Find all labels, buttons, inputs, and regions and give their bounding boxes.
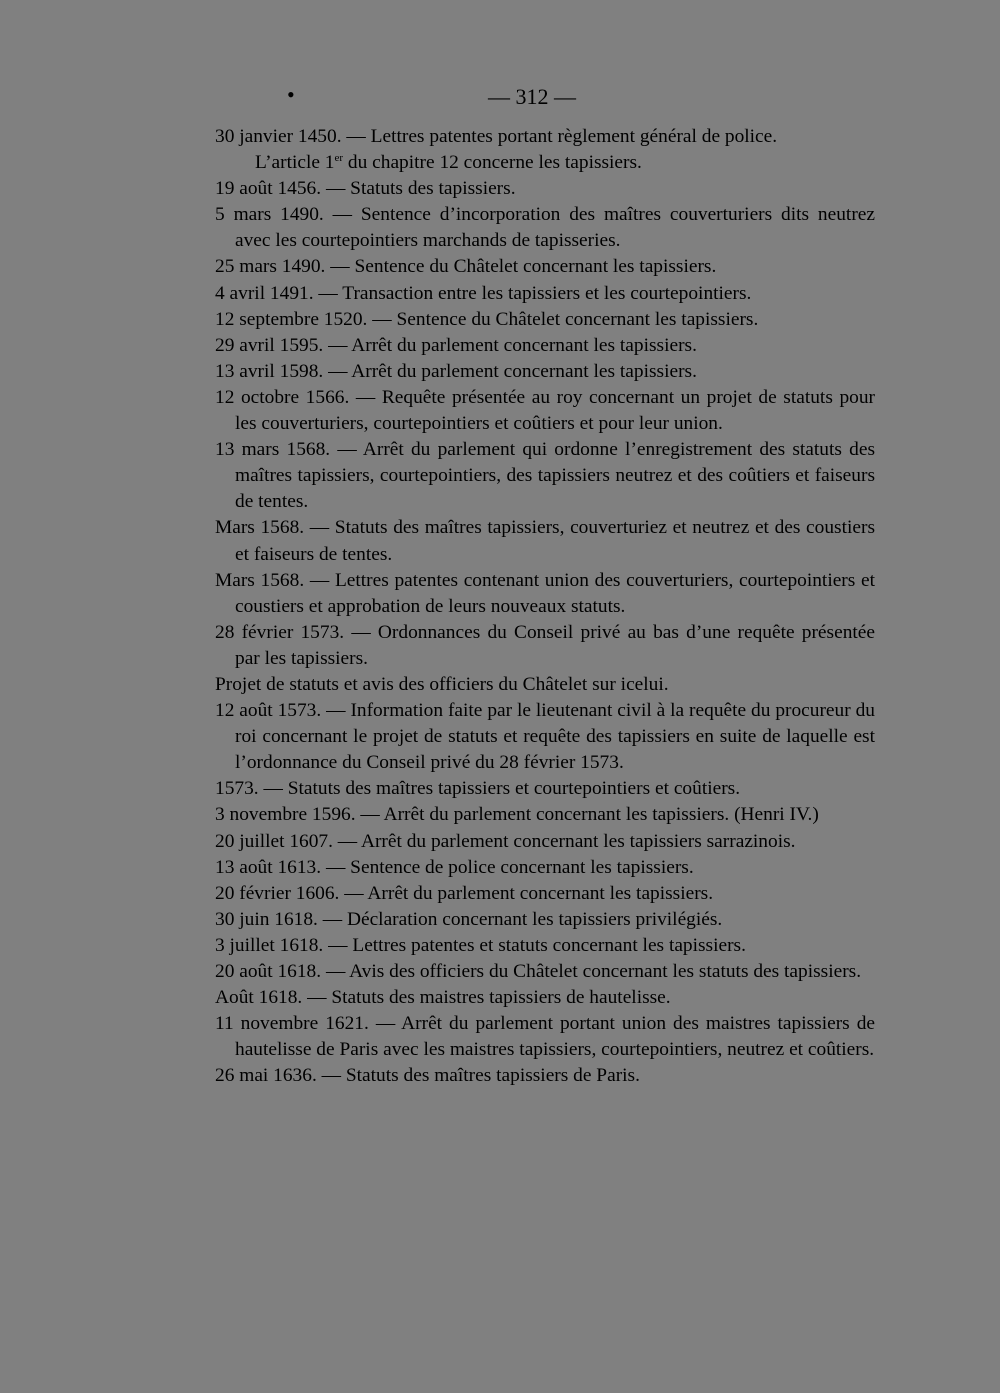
entry-note: L’article 1er du chapitre 12 concerne les tapissiers. [255,152,642,174]
chronology-entry: 20 août 1618. — Avis des officiers du Châtelet concernant les statuts des tapissiers. [215,961,862,982]
chronology-entry: 25 mars 1490. — Sentence du Châtelet concernant les tapissiers. [215,256,717,278]
chronology-entry: Projet de statuts et avis des officiers du Châtelet sur icelui. [215,673,669,695]
chronology-list [215,124,875,1089]
chronology-entry: 12 octobre 1566. — Requête présentée au roy concernant un projet de statuts pour les couverturiers, courtepointiers et coûtiers et pour leur union. [215,386,875,435]
printer-mark: • [287,82,295,107]
chronology-entry: 13 avril 1598. — Arrêt du parlement concernant les tapissiers. [215,360,697,382]
chronology-entry: 4 avril 1491. — Transaction entre les tapissiers et les courtepointiers. [215,282,752,304]
chronology-entry: 28 février 1573. — Ordonnances du Conseil privé au bas d’une requête présentée par les tapissiers. [215,621,875,669]
chronology-entry: Août 1618. — Statuts des maistres tapissiers de hautelisse. [215,987,671,1009]
chronology-entry: 13 mars 1568. — Arrêt du parlement qui ordonne l’enregistrement des statuts des maîtres tapissiers, courtepointiers, des tapissiers neutrez et des coûtiers et faiseurs de tentes. [215,439,875,513]
chronology-entry: 5 mars 1490. — Sentence d’incorporation des maîtres couverturiers dits neutrez avec les courtepointiers marchands de tapisseries. [215,204,875,252]
page-number: — 312 — [488,84,576,109]
chronology-entry: 29 avril 1595. — Arrêt du parlement concernant les tapissiers. [215,334,697,356]
chronology-entry: 30 janvier 1450. — Lettres patentes portant règlement général de police. [215,126,778,147]
chronology-entry: 20 février 1606. — Arrêt du parlement concernant les tapissiers. [215,882,714,904]
chronology-entry: 20 juillet 1607. — Arrêt du parlement concernant les tapissiers sarrazinois. [215,830,796,852]
chronology-entry: 13 août 1613. — Sentence de police concernant les tapissiers. [215,856,694,878]
chronology-entry: 1573. — Statuts des maîtres tapissiers et courtepointiers et coûtiers. [215,778,741,800]
chronology-entry: 19 août 1456. — Statuts des tapissiers. [215,178,516,200]
chronology-entry: Mars 1568. — Lettres patentes contenant union des couverturiers, courtepointiers et coustiers et approbation de leurs nouveaux statuts. [215,569,875,617]
chronology-entry: 26 mai 1636. — Statuts des maîtres tapissiers de Paris. [215,1065,640,1087]
chronology-entry: Mars 1568. — Statuts des maîtres tapissiers, couverturiez et neutrez et des coustiers et faiseurs de tentes. [215,517,875,565]
chronology-entry: 11 novembre 1621. — Arrêt du parlement portant union des maistres tapissiers de hautelisse de Paris avec les maistres tapissiers, courtepointiers, neutrez et coûtiers. [215,1013,875,1061]
chronology-entry: 30 juin 1618. — Déclaration concernant les tapissiers privilégiés. [215,908,723,930]
chronology-entry: 12 septembre 1520. — Sentence du Châtelet concernant les tapissiers. [215,308,759,330]
chronology-entry: 3 novembre 1596. — Arrêt du parlement concernant les tapissiers. (Henri IV.) [215,804,819,826]
chronology-entry: 3 juillet 1618. — Lettres patentes et statuts concernant les tapissiers. [215,934,746,956]
chronology-entry: 12 août 1573. — Information faite par le lieutenant civil à la requête du procureur du roi concernant le projet de statuts et requête des tapissiers en suite de laquelle est l’ordonnance du Conseil privé du 28 février 1573. [215,700,875,774]
